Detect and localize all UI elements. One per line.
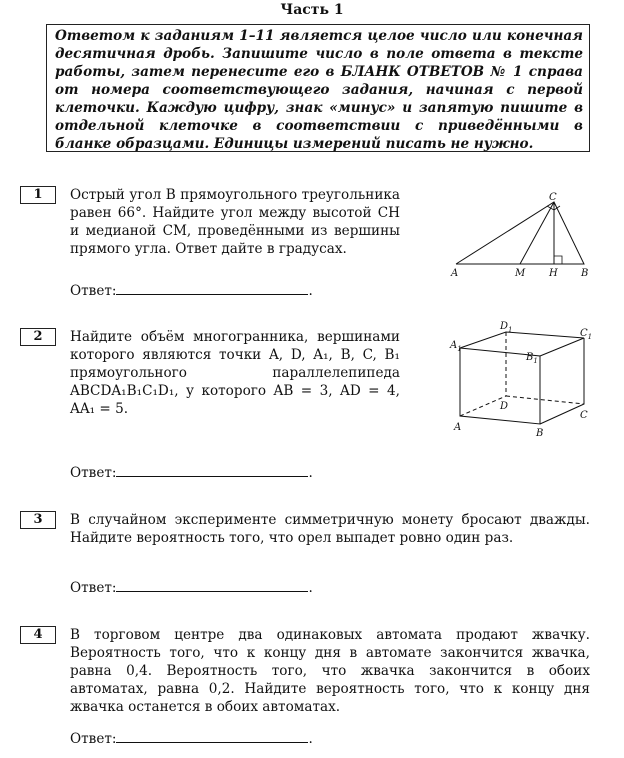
answer-dot: . [308, 580, 313, 596]
label-h: H [549, 268, 558, 279]
answer-label: Ответ: [70, 731, 117, 747]
answer-line[interactable] [116, 579, 308, 592]
answer-label: Ответ: [70, 283, 117, 299]
task-text: В торговом центре два одинаковых автомата продают жвачку. Вероятность того, что к концу дня в автомате закончится жвачка, равна 0,4. Вероятность того, что жвачка закончится в обоих автоматах, равна 0,2. Найдите вероятность того, что к концу дня жвачка останется в обоих автоматах. [70, 627, 590, 715]
label-m: M [515, 268, 526, 279]
answer-field[interactable] [70, 464, 313, 481]
parallelepiped-figure [446, 320, 606, 444]
instructions-box: Ответом к заданиям 1–11 является целое число или конечная десятичная дробь. Запишите число в поле ответа в тексте работы, затем перенесите его в БЛАНК ОТВЕТОВ № 1 справа от номера соответствующего задания, начиная с первой клеточки. Каждую цифру, знак «минус» и запятую пишите в отдельной клеточке в соответствии с приведёнными в бланке образцами. Единицы измерений писать не нужно. [46, 24, 590, 152]
label-a1: $A_1$ [450, 340, 462, 353]
label-d: D [500, 401, 509, 412]
task-number: 3 [20, 511, 56, 529]
triangle-figure [446, 190, 596, 280]
part-title: Часть 1 [280, 2, 344, 18]
answer-dot: . [308, 283, 313, 299]
task-text: В случайном эксперименте симметричную монету бросают дважды. Найдите вероятность того, что орел выпадет ровно один раз. [70, 512, 590, 546]
answer-field[interactable] [70, 579, 313, 596]
task-number: 4 [20, 626, 56, 644]
answer-line[interactable] [116, 730, 308, 743]
task-text: Острый угол B прямоугольного треугольника равен 66°. Найдите угол между высотой CH и медианой CM, проведёнными из вершины прямого угла. Ответ дайте в градусах. [70, 187, 400, 257]
answer-field[interactable] [70, 282, 313, 299]
label-a: A [451, 268, 459, 279]
label-b1: $B_1$ [526, 352, 538, 365]
answer-dot: . [308, 465, 313, 481]
task-number: 1 [20, 186, 56, 204]
label-a: A [454, 422, 462, 433]
answer-line[interactable] [116, 464, 308, 477]
label-c: C [549, 192, 557, 203]
answer-dot: . [308, 731, 313, 747]
answer-line[interactable] [116, 282, 308, 295]
answer-label: Ответ: [70, 465, 117, 481]
label-d1: $D_1$ [500, 321, 513, 334]
label-b: B [581, 268, 589, 279]
label-b: B [536, 428, 544, 439]
task-number: 2 [20, 328, 56, 346]
label-c: C [580, 410, 588, 421]
task-text: Найдите объём многогранника, вершинами которого являются точки A, D, A₁, B, C, B₁ прямоугольного параллелепипеда ABCDA₁B₁C₁D₁, у которого AB = 3, AD = 4, AA₁ = 5. [70, 329, 400, 417]
answer-field[interactable] [70, 730, 313, 747]
answer-label: Ответ: [70, 580, 117, 596]
label-c1: $C_1$ [580, 328, 593, 341]
